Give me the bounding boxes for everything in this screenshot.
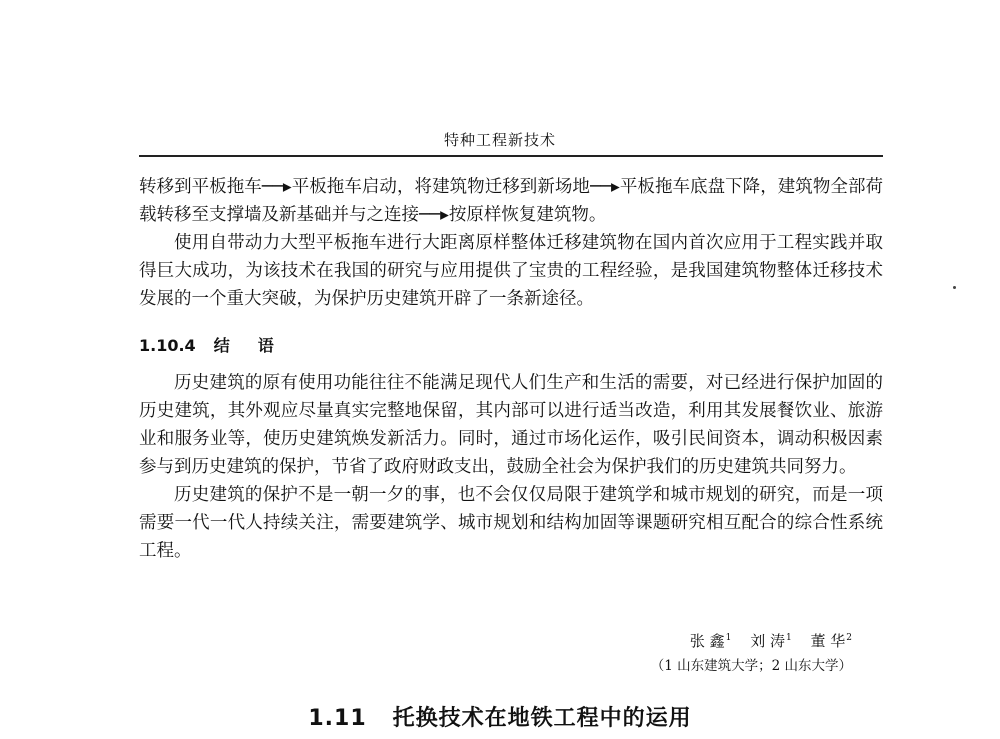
running-header: 特种工程新技术 <box>443 131 556 149</box>
author <box>750 632 792 650</box>
header-rule <box>139 155 883 157</box>
scan-speck <box>953 286 956 289</box>
chapter-number: 1.11 <box>308 706 367 731</box>
author-name: 张 鑫 <box>689 632 725 650</box>
section-title: 结语 <box>213 336 302 355</box>
section-number: 1.10.4 <box>139 336 196 355</box>
section-heading <box>139 333 302 356</box>
paragraph: 历史建筑的原有使用功能往往不能满足现代人们生产和生活的需要，对已经进行保护加固的历史建筑，其外观应尽量真实完整地保留，其内部可以进行适当改造，利用其发展餐饮业、旅游业和服务业等，使历史建筑焕发新活力。同时，通过市场化运作，吸引民间资本，调动积极因素参与到历史建筑的保护，节省了政府财政支出，鼓励全社会为保护我们的历史建筑共同努力。 <box>139 373 883 477</box>
affiliation-mark: 1 <box>725 633 732 643</box>
paragraph: 历史建筑的保护不是一朝一夕的事，也不会仅仅局限于建筑学和城市规划的研究，而是一项需要一代一代人持续关注，需要建筑学、城市规划和结构加固等课题研究相互配合的综合性系统工程。 <box>139 485 883 561</box>
author-list <box>651 628 852 651</box>
affiliations: （1 山东建筑大学；2 山东大学） <box>650 658 852 674</box>
body-text-block-1 <box>139 173 883 313</box>
byline <box>651 628 852 677</box>
author <box>810 632 852 650</box>
author-name: 董 华 <box>810 632 846 650</box>
author-name: 刘 涛 <box>750 632 785 650</box>
chapter-heading <box>0 701 1000 732</box>
body-text-block-2 <box>139 369 883 565</box>
affiliation-mark: 2 <box>846 633 852 643</box>
chapter-title: 托换技术在地铁工程中的运用 <box>392 706 692 731</box>
paragraph: 使用自带动力大型平板拖车进行大距离原样整体迁移建筑物在国内首次应用于工程实践并取得巨大成功，为该技术在我国的研究与应用提供了宝贵的工程经验，是我国建筑物整体迁移技术发展的一个重大突破，为保护历史建筑开辟了一条新途径。 <box>139 233 883 309</box>
author <box>690 632 732 650</box>
affiliation-mark: 1 <box>785 633 792 643</box>
paragraph-continued: 转移到平板拖车──▸平板拖车启动，将建筑物迁移到新场地──▸平板拖车底盘下降，建筑物全部荷载转移至支撑墙及新基础并与之连接──▸按原样恢复建筑物。 <box>139 177 883 225</box>
